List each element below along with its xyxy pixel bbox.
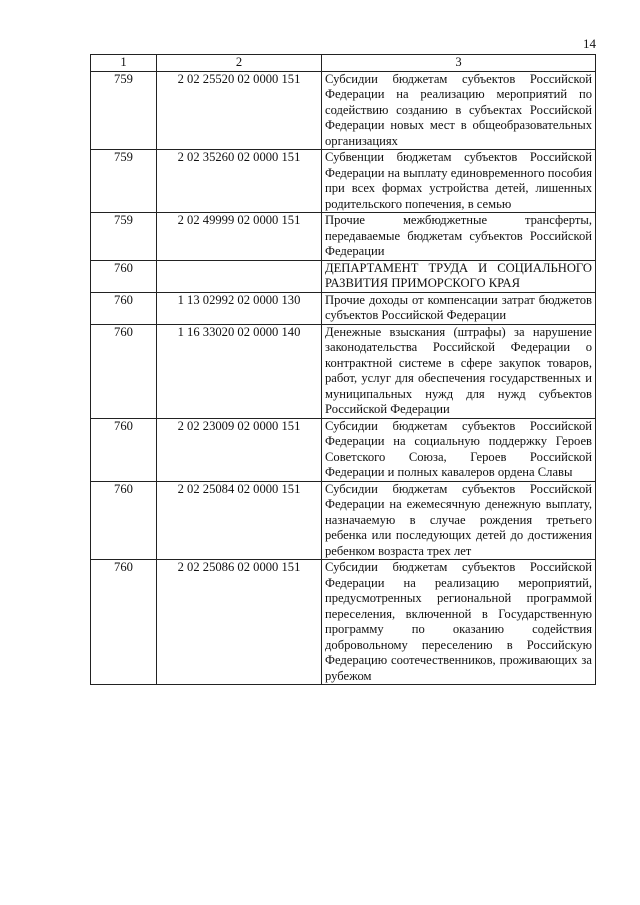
admin-code-cell: 760 bbox=[91, 324, 157, 418]
income-code-cell: 2 02 25520 02 0000 151 bbox=[157, 71, 322, 150]
income-code-cell bbox=[157, 260, 322, 292]
admin-code-cell: 759 bbox=[91, 213, 157, 261]
description-cell: Субсидии бюджетам субъектов Российской Федерации на реализацию мероприятий по содействию созданию в субъектах Российской Федерации новых мест в общеобразовательных организациях bbox=[322, 71, 596, 150]
table-row bbox=[91, 324, 596, 418]
description-cell: Субсидии бюджетам субъектов Российской Федерации на реализацию мероприятий, предусмотренных региональной программой переселения, включенной в Государственную программу по оказанию содействия добровольному переселению в Российскую Федерацию соотечественников, проживающих за рубежом bbox=[322, 560, 596, 685]
admin-code-cell: 760 bbox=[91, 418, 157, 481]
admin-code-cell: 759 bbox=[91, 71, 157, 150]
table-row bbox=[91, 560, 596, 685]
income-code-cell: 1 13 02992 02 0000 130 bbox=[157, 292, 322, 324]
income-code-cell: 1 16 33020 02 0000 140 bbox=[157, 324, 322, 418]
table-row-department bbox=[91, 260, 596, 292]
income-code-cell: 2 02 25086 02 0000 151 bbox=[157, 560, 322, 685]
admin-code-cell: 760 bbox=[91, 560, 157, 685]
department-name-cell: ДЕПАРТАМЕНТ ТРУДА И СОЦИАЛЬНОГО РАЗВИТИЯ ПРИМОРСКОГО КРАЯ bbox=[322, 260, 596, 292]
page-number: 14 bbox=[583, 36, 596, 51]
column-header-1: 1 bbox=[91, 55, 157, 72]
income-code-cell: 2 02 23009 02 0000 151 bbox=[157, 418, 322, 481]
description-cell: Прочие доходы от компенсации затрат бюджетов субъектов Российской Федерации bbox=[322, 292, 596, 324]
admin-code-cell: 760 bbox=[91, 260, 157, 292]
budget-classification-table bbox=[90, 54, 596, 685]
table-row bbox=[91, 213, 596, 261]
income-code-cell: 2 02 35260 02 0000 151 bbox=[157, 150, 322, 213]
admin-code-cell: 759 bbox=[91, 150, 157, 213]
description-cell: Субсидии бюджетам субъектов Российской Федерации на ежемесячную денежную выплату, назначаемую в случае рождения третьего ребенка или последующих детей до достижения ребенком возраста трех лет bbox=[322, 481, 596, 560]
table-row bbox=[91, 292, 596, 324]
admin-code-cell: 760 bbox=[91, 481, 157, 560]
table-row bbox=[91, 418, 596, 481]
column-header-3: 3 bbox=[322, 55, 596, 72]
description-cell: Субсидии бюджетам субъектов Российской Федерации на социальную поддержку Героев Советского Союза, Героев Российской Федерации и полных кавалеров ордена Славы bbox=[322, 418, 596, 481]
income-code-cell: 2 02 25084 02 0000 151 bbox=[157, 481, 322, 560]
column-header-2: 2 bbox=[157, 55, 322, 72]
table-row bbox=[91, 150, 596, 213]
description-cell: Прочие межбюджетные трансферты, передаваемые бюджетам субъектов Российской Федерации bbox=[322, 213, 596, 261]
table-header-row bbox=[91, 55, 596, 72]
admin-code-cell: 760 bbox=[91, 292, 157, 324]
income-code-cell: 2 02 49999 02 0000 151 bbox=[157, 213, 322, 261]
description-cell: Денежные взыскания (штрафы) за нарушение законодательства Российской Федерации о контрактной системе в сфере закупок товаров, работ, услуг для обеспечения государственных и муниципальных нужд для нужд субъектов Российской Федерации bbox=[322, 324, 596, 418]
table-row bbox=[91, 481, 596, 560]
table-row bbox=[91, 71, 596, 150]
description-cell: Субвенции бюджетам субъектов Российской Федерации на выплату единовременного пособия при всех формах устройства детей, лишенных родительского попечения, в семью bbox=[322, 150, 596, 213]
